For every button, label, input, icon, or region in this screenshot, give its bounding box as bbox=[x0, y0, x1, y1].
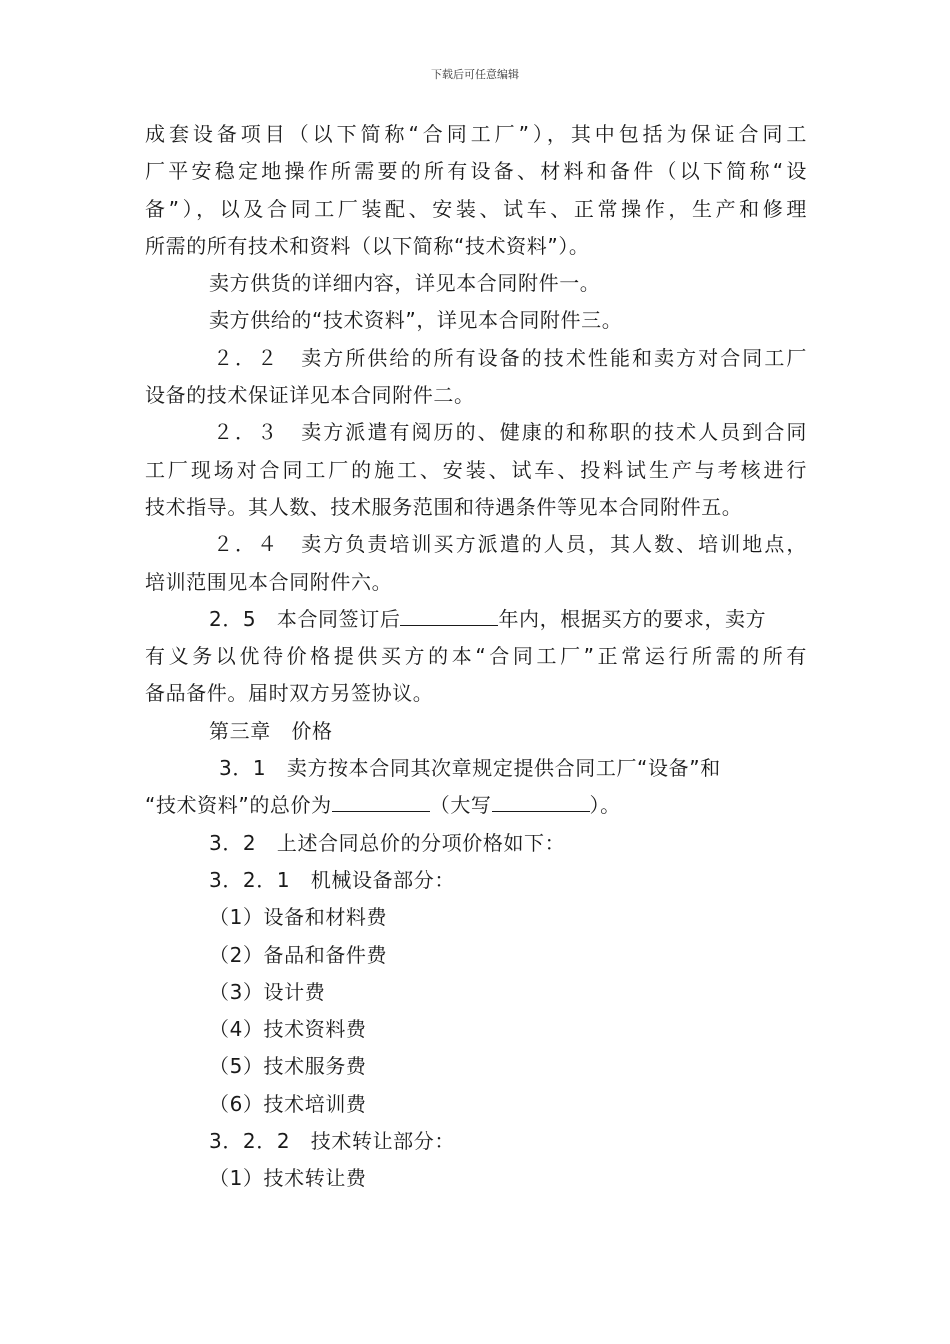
text-line: 技术指导。其人数、技术服务范围和待遇条件等见本合同附件五。 bbox=[145, 494, 743, 519]
list-item: （4）技术资料费 bbox=[209, 1017, 367, 1042]
text-line: 设备的技术保证详见本合同附件二。 bbox=[145, 383, 475, 408]
text-fragment: “技术资料”的总价为 bbox=[145, 793, 332, 818]
section-2-2-heading-line: ２．２ 卖方所供给的所有设备的技术性能和卖方对合同工厂 bbox=[213, 345, 807, 370]
text-line: 备”），以及合同工厂装配、安装、试车、正常操作，生产和修理 bbox=[145, 196, 807, 221]
text-line: 厂平安稳定地操作所需要的所有设备、材料和备件（以下简称“设 bbox=[145, 159, 807, 184]
list-item: （6）技术培训费 bbox=[209, 1091, 367, 1116]
text-fragment: （大写 bbox=[429, 793, 492, 818]
list-item: （1）技术转让费 bbox=[209, 1166, 367, 1191]
section-3-2-heading: 3．2 上述合同总价的分项价格如下： bbox=[209, 830, 566, 855]
list-item: （5）技术服务费 bbox=[209, 1054, 367, 1079]
list-item: （1）设备和材料费 bbox=[209, 905, 388, 930]
text-line: 工厂现场对合同工厂的施工、安装、试车、投料试生产与考核进行 bbox=[145, 457, 807, 482]
fill-in-blank-years[interactable] bbox=[400, 603, 498, 626]
text-line: 培训范围见本合同附件六。 bbox=[145, 569, 393, 594]
text-line: 成套设备项目（以下简称“合同工厂”），其中包括为保证合同工 bbox=[145, 122, 807, 146]
list-item: （3）设计费 bbox=[209, 979, 326, 1004]
document-body bbox=[145, 116, 807, 1198]
section-3-2-2-heading: 3．2．2 技术转让部分： bbox=[209, 1129, 455, 1154]
fill-in-blank-total-price[interactable] bbox=[332, 789, 430, 812]
section-2-4-heading-line: ２．４ 卖方负责培训买方派遣的人员，其人数、培训地点， bbox=[213, 532, 807, 557]
section-3-2-1-heading: 3．2．1 机械设备部分： bbox=[209, 867, 455, 892]
text-fragment: 年内，根据买方的要求，卖方 bbox=[498, 606, 767, 631]
list-item: （2）备品和备件费 bbox=[209, 942, 388, 967]
fill-in-blank-total-price-words[interactable] bbox=[492, 789, 590, 812]
section-2-3-heading-line: ２．３ 卖方派遣有阅历的、健康的和称职的技术人员到合同 bbox=[213, 420, 807, 445]
page-header: 下载后可任意编辑 bbox=[431, 68, 519, 81]
chapter-3-heading: 第三章 价格 bbox=[209, 718, 333, 743]
text-line bbox=[145, 787, 807, 824]
text-line: 卖方供给的“技术资料”，详见本合同附件三。 bbox=[209, 308, 623, 333]
text-line: 有义务以优待价格提供买方的本“合同工厂”正常运行所需的所有 bbox=[145, 644, 807, 669]
text-line: 备品备件。届时双方另签协议。 bbox=[145, 681, 434, 706]
text-fragment: ）。 bbox=[589, 793, 621, 818]
text-line: 所需的所有技术和资料（以下简称“技术资料”）。 bbox=[145, 233, 590, 258]
section-3-1-heading-line: 3．1 卖方按本合同其次章规定提供合同工厂“设备”和 bbox=[219, 756, 721, 781]
text-fragment: 2．5 本合同签订后 bbox=[209, 606, 401, 631]
text-line: 卖方供货的详细内容，详见本合同附件一。 bbox=[209, 271, 601, 296]
section-2-5-heading-line bbox=[145, 601, 807, 638]
